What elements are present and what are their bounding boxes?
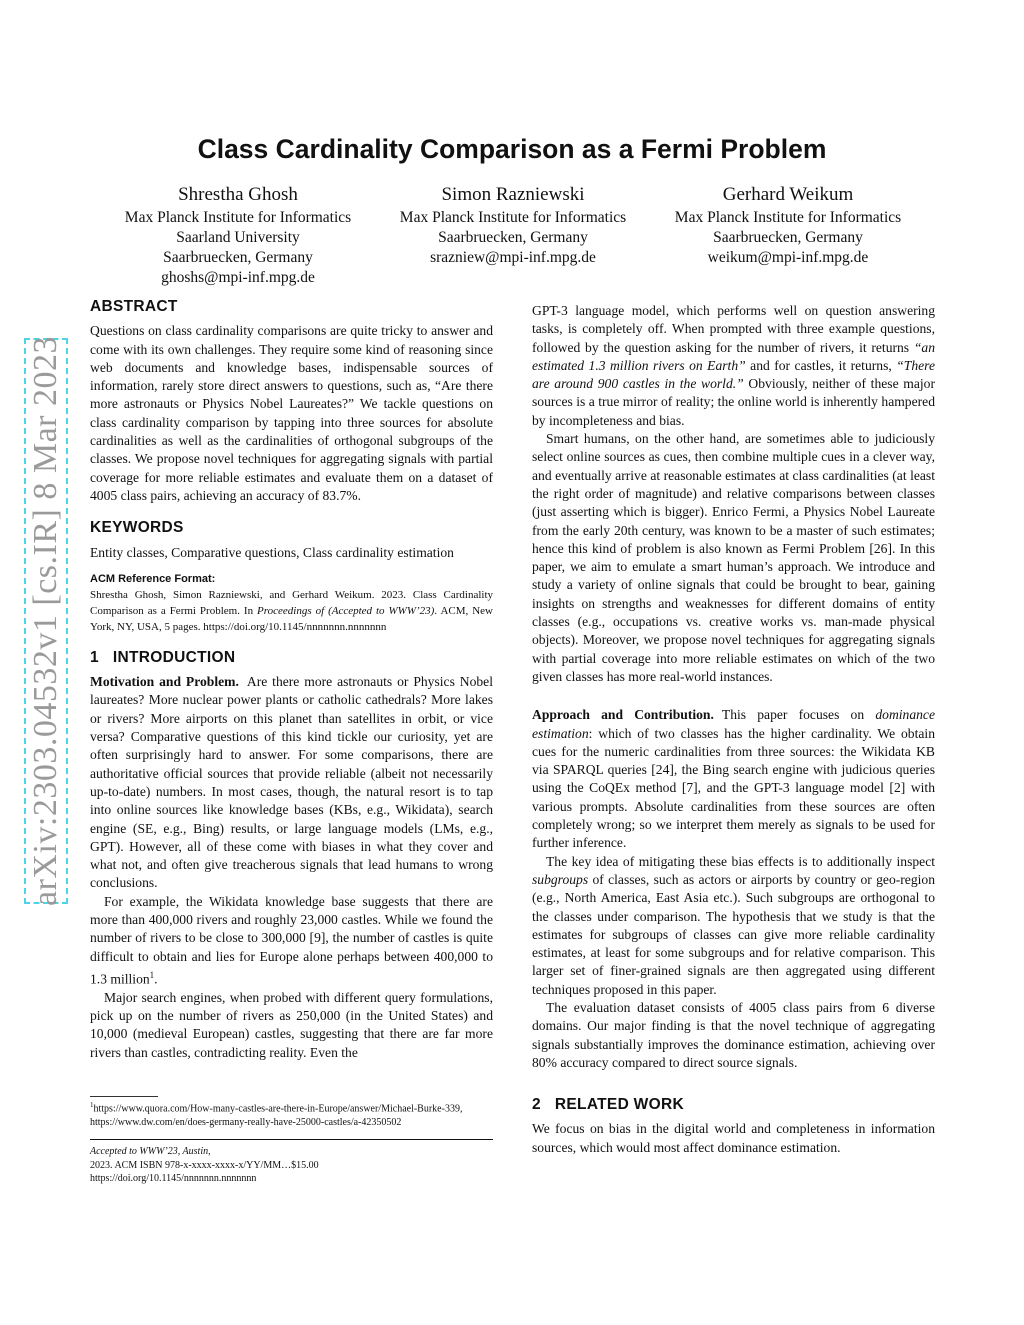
- right-column: [532, 302, 935, 1157]
- author-affiliation: Max Planck Institute for Informatics: [674, 209, 902, 226]
- footnote-marker[interactable]: 1: [149, 969, 155, 980]
- keywords-heading: KEYWORDS: [90, 519, 184, 537]
- approach-paragraph: Approach and Contribution. This paper focuses on dominance estimation: which of two classes has the higher cardinality. We obtain cues for the numeric cardinalities from three sources: the Wikidata KB via SPARQL queries [24], the Bing search engine with judicious queries using the CoQEx method [7], and the GPT-3 language model [2] with various prompts. Absolute cardinalities from these sources are often completely wrong; so we interpret them merely as signals to be used for further inference.: [532, 707, 935, 851]
- abstract-heading: ABSTRACT: [90, 298, 178, 315]
- footnote-rule: [90, 1096, 158, 1097]
- acceptance-block: Accepted to WWW’23, Austin, 2023. ACM ISBN 978-x-xxxx-xxxx-x/YY/MM…$15.00 https://doi.org/10.1145/nnnnnnn.nnnnnnn: [90, 1145, 493, 1186]
- arxiv-id: arXiv:2303.04532v1 [cs.IR] 8 Mar 2023: [27, 336, 65, 906]
- keywords-text: Entity classes, Comparative questions, Class cardinality estimation: [90, 544, 454, 560]
- intro-paragraph: GPT-3 language model, which performs well on question answering tasks, is completely off. When prompted with three example questions, followed by the question asking for the number of rivers, it returns “an estimated 1.3 million rivers on Earth” and for castles, it returns, “There are around 900 castles in the world.” Obviously, neither of these major sources is a true mirror of reality; the online world is inherently hampered by incompleteness and bias.: [532, 303, 936, 428]
- author-affiliation: Max Planck Institute for Informatics: [399, 209, 627, 226]
- author-location: Saarbruecken, Germany: [438, 229, 588, 246]
- footnote: $^1$https://www.quora.com/How-many-castles-are-there-in-Europe/answer/Michael-Burke-339, https://www.dw.com/en/does-germany-really-have-25000-castles/a-42350502: [90, 1098, 493, 1130]
- footnote-link[interactable]: https://www.quora.com/How-many-castles-are-there-in-Europe/answer/Michael-Burke-339,: [93, 1103, 463, 1115]
- arxiv-stamp: [24, 338, 68, 904]
- related-work-text: We focus on bias in the digital world and completeness in information sources, which would most affect dominance estimation.: [532, 1121, 935, 1155]
- author-block-2: [378, 182, 648, 268]
- intro-paragraph: For example, the Wikidata knowledge base suggests that there are more than 400,000 rivers and roughly 23,000 castles. While we found the number of rivers to be close to 300,000 [9], the number of castles is quite difficult to obtain and lies for Europe alone perhaps between 400,000 to 1.3 million$^1$.: [90, 893, 493, 987]
- acm-reference-heading: ACM Reference Format:: [90, 572, 216, 585]
- acceptance-rule: [90, 1139, 493, 1140]
- author-block-3: [653, 182, 923, 268]
- doi-link[interactable]: https://doi.org/10.1145/nnnnnnn.nnnnnnn: [90, 1173, 257, 1184]
- author-name: Shrestha Ghosh: [178, 184, 298, 205]
- author-affiliation: Max Planck Institute for Informatics: [124, 209, 352, 226]
- author-block-1: [103, 182, 373, 288]
- section-heading-related-work: 2 RELATED WORK: [532, 1096, 684, 1114]
- intro-paragraph: Motivation and Problem. Are there more astronauts or Physics Nobel laureates? More nuclear power plants or catholic cathedrals? More lakes or rivers? More airports on this planet than satellites in orbit, or vice versa? Comparative questions of this kind tickle our curiosity, yet are often surprisingly hard to answer. For some comparisons, there are authoritative official sources that provide reliable (albeit not necessarily up-to-date) numbers. In most cases, though, the natural resort is to tap into online sources like knowledge bases (KBs, e.g., Wikidata), search engine (SE, e.g., Bing) results, or large language models (LMs, e.g., GPT). However, all of these come with biases in what they cover and what not, and often give treacherous signals that lead humans to wrong conclusions.: [90, 674, 493, 891]
- author-name: Simon Razniewski: [441, 184, 585, 205]
- author-location: Saarbruecken, Germany: [163, 249, 313, 266]
- author-email[interactable]: weikum@mpi-inf.mpg.de: [707, 249, 869, 266]
- evaluation-paragraph: The evaluation dataset consists of 4005 class pairs from 6 diverse domains. Our major finding is that the novel technique of aggregating signals substantially improves the dominance estimation, achieving over 80% accuracy compared to direct source signals.: [532, 999, 935, 1070]
- author-location: Saarbruecken, Germany: [713, 229, 863, 246]
- paper-title: Class Cardinality Comparison as a Fermi Problem: [197, 134, 827, 164]
- author-email[interactable]: ghoshs@mpi-inf.mpg.de: [161, 269, 315, 286]
- acm-reference-text: Shrestha Ghosh, Simon Razniewski, and Gerhard Weikum. 2023. Class Cardinality Comparison as a Fermi Problem. In Proceedings of (Accepted to WWW’23). ACM, New York, NY, USA, 5 pages. https://doi.org/10.1145/nnnnnnn.nnnnnnn: [90, 588, 493, 633]
- intro-paragraph: Major search engines, when probed with different query formulations, pick up on the number of rivers as 250,000 (in the United States) and 10,000 (medieval European) castles, suggesting that there are far more rivers than castles, contradicting reality. Even the: [90, 989, 493, 1060]
- intro-paragraph: Smart humans, on the other hand, are sometimes able to judiciously select online sources as cues, then combine multiple cues in a clever way, and eventually arrive at reasonable estimates at class cardinalities (at least the right order of magnitude) and relative comparisons between classes (just asserting which is bigger). Enrico Fermi, a Physics Nobel Laureate from the early 20th century, was known to be a master of such estimates; hence this kind of problem is also known as Fermi Problem [26]. In this paper, we aim to emulate a smart human’s approach. We introduce and study a variety of online signals that could be brought to bear, gaining insights on strengths and weaknesses for different domains of entity classes (e.g., occupations vs. creative works vs. man-made physical objects). Moreover, we propose novel techniques for aggregating signals with partial coverage into more reliable estimates on which of the two given classes has more real-world instances.: [532, 431, 935, 684]
- author-email[interactable]: srazniew@mpi-inf.mpg.de: [430, 249, 596, 266]
- section-heading-introduction: 1 INTRODUCTION: [90, 648, 236, 666]
- left-column: [90, 298, 493, 1062]
- author-name: Gerhard Weikum: [722, 184, 854, 205]
- key-idea-paragraph: The key idea of mitigating these bias effects is to additionally inspect subgroups of classes, such as actors or airports by country or geo-region (e.g., North America, East Asia etc.). Such subgroups are orthogonal to the classes under comparison. The hypothesis that we study is that the estimates for subgroups of classes can give more reliable cardinality estimates, at least for some subgroups and for relative comparison. This larger set of finer-grained signals are then aggregated using different techniques proposed in this paper.: [532, 853, 935, 997]
- abstract-text: Questions on class cardinality comparisons are quite tricky to answer and come with its own challenges. They require some kind of reasoning since web documents and knowledge bases, indispensable sources of information, rarely store direct answers to questions, such as, “Are there more astronauts or Physics Nobel Laureates?” We tackle questions on class cardinality comparison by tapping into three sources for absolute cardinalities as well as the cardinalities of orthogonal subgroups of the classes. We propose novel techniques for aggregating signals with partial coverage for more reliable estimates and evaluate them on a dataset of 4005 class pairs, achieving an accuracy of 83.7%.: [90, 323, 493, 503]
- author-affiliation: Saarland University: [176, 229, 300, 246]
- footnote-link[interactable]: https://www.dw.com/en/does-germany-really-have-25000-castles/a-42350502: [90, 1117, 402, 1129]
